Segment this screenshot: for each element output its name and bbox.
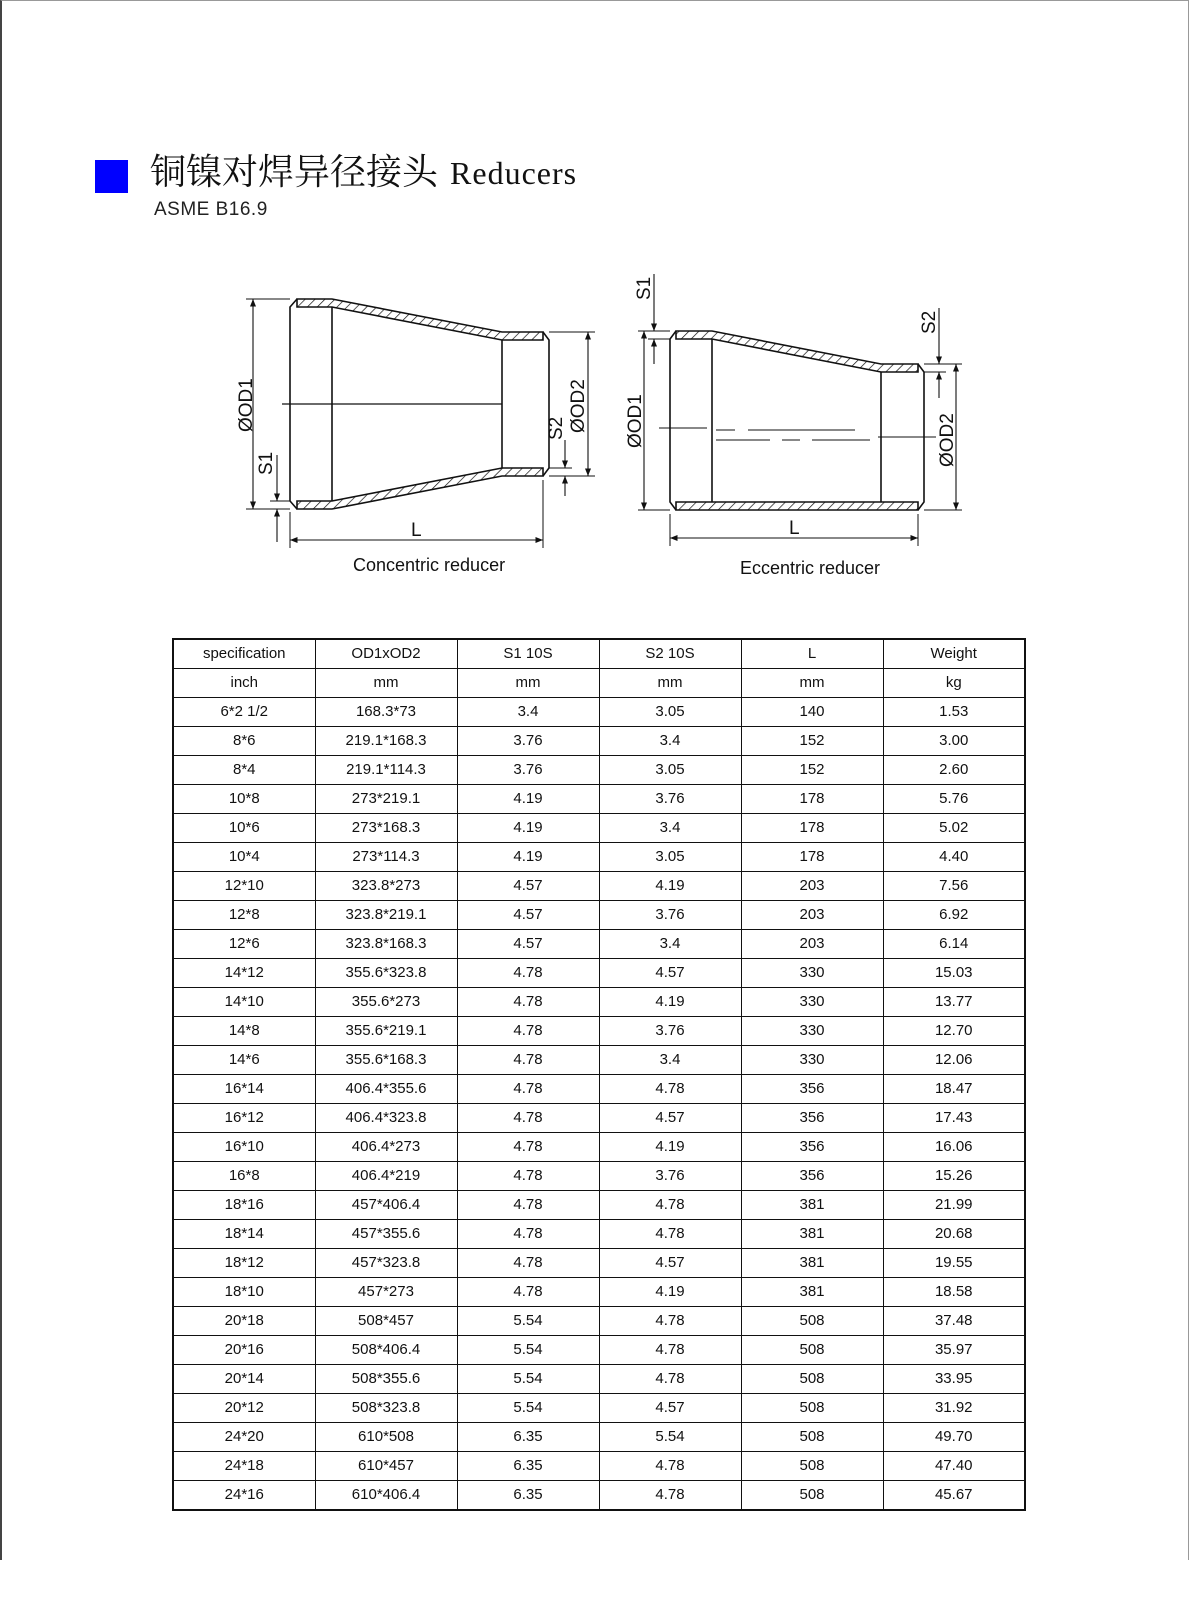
table-cell: 508 bbox=[741, 1365, 883, 1394]
table-cell: 457*355.6 bbox=[315, 1220, 457, 1249]
table-cell: 457*323.8 bbox=[315, 1249, 457, 1278]
table-cell: 18*16 bbox=[173, 1191, 315, 1220]
table-cell: 5.54 bbox=[599, 1423, 741, 1452]
table-cell: 3.76 bbox=[599, 1017, 741, 1046]
table-cell: 203 bbox=[741, 930, 883, 959]
table-cell: 3.05 bbox=[599, 756, 741, 785]
table-cell: 2.60 bbox=[883, 756, 1025, 785]
table-cell: 4.78 bbox=[457, 1046, 599, 1075]
table-cell: 6.35 bbox=[457, 1481, 599, 1511]
table-cell: 4.57 bbox=[457, 901, 599, 930]
table-cell: 323.8*168.3 bbox=[315, 930, 457, 959]
table-cell: 3.4 bbox=[599, 930, 741, 959]
table-row bbox=[173, 727, 1025, 756]
table-cell: 12*10 bbox=[173, 872, 315, 901]
table-cell: 20*14 bbox=[173, 1365, 315, 1394]
table-cell: 4.57 bbox=[457, 872, 599, 901]
table-cell: 356 bbox=[741, 1075, 883, 1104]
table-cell: 330 bbox=[741, 1046, 883, 1075]
table-cell: 323.8*219.1 bbox=[315, 901, 457, 930]
table-cell: 203 bbox=[741, 901, 883, 930]
table-cell: 178 bbox=[741, 843, 883, 872]
table-cell: 4.78 bbox=[599, 1191, 741, 1220]
table-cell: 508 bbox=[741, 1481, 883, 1511]
table-row bbox=[173, 1336, 1025, 1365]
table-cell: 6.35 bbox=[457, 1452, 599, 1481]
table-cell: 14*8 bbox=[173, 1017, 315, 1046]
header-cell: Weight bbox=[883, 639, 1025, 669]
table-cell: 6.35 bbox=[457, 1423, 599, 1452]
table-row bbox=[173, 1307, 1025, 1336]
table-cell: 17.43 bbox=[883, 1104, 1025, 1133]
table-cell: 5.54 bbox=[457, 1365, 599, 1394]
table-row bbox=[173, 1104, 1025, 1133]
table-cell: 37.48 bbox=[883, 1307, 1025, 1336]
table-cell: 4.19 bbox=[457, 843, 599, 872]
table-cell: 4.57 bbox=[599, 959, 741, 988]
table-cell: 3.05 bbox=[599, 843, 741, 872]
table-cell: 14*6 bbox=[173, 1046, 315, 1075]
table-cell: 10*8 bbox=[173, 785, 315, 814]
table-row bbox=[173, 1481, 1025, 1511]
table-cell: 4.78 bbox=[457, 1133, 599, 1162]
table-cell: 178 bbox=[741, 814, 883, 843]
table-cell: 6*2 1/2 bbox=[173, 698, 315, 727]
table-cell: 168.3*73 bbox=[315, 698, 457, 727]
table-cell: 4.78 bbox=[599, 1452, 741, 1481]
table-cell: 49.70 bbox=[883, 1423, 1025, 1452]
table-row bbox=[173, 698, 1025, 727]
table-row bbox=[173, 1423, 1025, 1452]
unit-cell: mm bbox=[741, 669, 883, 698]
table-cell: 610*508 bbox=[315, 1423, 457, 1452]
table-cell: 356 bbox=[741, 1162, 883, 1191]
concentric-od1-label: ØOD1 bbox=[236, 378, 257, 432]
table-cell: 7.56 bbox=[883, 872, 1025, 901]
table-cell: 1.53 bbox=[883, 698, 1025, 727]
table-row bbox=[173, 785, 1025, 814]
table-cell: 4.57 bbox=[599, 1394, 741, 1423]
table-cell: 10*4 bbox=[173, 843, 315, 872]
table-cell: 4.78 bbox=[457, 1191, 599, 1220]
table-cell: 18*12 bbox=[173, 1249, 315, 1278]
concentric-od2-label: ØOD2 bbox=[568, 379, 589, 433]
table-row bbox=[173, 1017, 1025, 1046]
table-cell: 45.67 bbox=[883, 1481, 1025, 1511]
table-cell: 508*323.8 bbox=[315, 1394, 457, 1423]
concentric-l-label: L bbox=[411, 520, 422, 541]
table-cell: 13.77 bbox=[883, 988, 1025, 1017]
standard-label: ASME B16.9 bbox=[154, 199, 268, 220]
concentric-reducer-drawing bbox=[246, 299, 595, 548]
header-cell: specification bbox=[173, 639, 315, 669]
table-cell: 12*8 bbox=[173, 901, 315, 930]
table-cell: 3.4 bbox=[599, 727, 741, 756]
table-cell: 4.19 bbox=[457, 814, 599, 843]
table-cell: 406.4*273 bbox=[315, 1133, 457, 1162]
table-row bbox=[173, 843, 1025, 872]
table-row bbox=[173, 959, 1025, 988]
table-cell: 4.19 bbox=[599, 872, 741, 901]
reducer-drawings bbox=[0, 0, 1191, 620]
table-cell: 178 bbox=[741, 785, 883, 814]
table-cell: 406.4*219 bbox=[315, 1162, 457, 1191]
table-cell: 3.76 bbox=[599, 901, 741, 930]
table-row bbox=[173, 1278, 1025, 1307]
table-cell: 20*18 bbox=[173, 1307, 315, 1336]
table-cell: 508 bbox=[741, 1307, 883, 1336]
header-cell: S2 10S bbox=[599, 639, 741, 669]
table-row bbox=[173, 1220, 1025, 1249]
table-cell: 18.58 bbox=[883, 1278, 1025, 1307]
concentric-s2-label: S2 bbox=[546, 416, 567, 440]
table-cell: 5.54 bbox=[457, 1307, 599, 1336]
table-cell: 152 bbox=[741, 756, 883, 785]
table-cell: 508 bbox=[741, 1452, 883, 1481]
table-cell: 3.76 bbox=[599, 785, 741, 814]
title-chinese: 铜镍对焊异径接头 bbox=[150, 152, 439, 193]
concentric-caption: Concentric reducer bbox=[353, 555, 506, 575]
table-cell: 4.19 bbox=[599, 1133, 741, 1162]
table-cell: 8*6 bbox=[173, 727, 315, 756]
table-cell: 35.97 bbox=[883, 1336, 1025, 1365]
table-row bbox=[173, 901, 1025, 930]
table-cell: 355.6*273 bbox=[315, 988, 457, 1017]
table-cell: 5.54 bbox=[457, 1394, 599, 1423]
table-cell: 4.19 bbox=[599, 988, 741, 1017]
eccentric-caption: Eccentric reducer bbox=[740, 558, 881, 578]
table-cell: 610*457 bbox=[315, 1452, 457, 1481]
table-row bbox=[173, 1394, 1025, 1423]
eccentric-l-label: L bbox=[789, 518, 800, 539]
table-cell: 152 bbox=[741, 727, 883, 756]
table-cell: 3.76 bbox=[599, 1162, 741, 1191]
concentric-s1-label: S1 bbox=[256, 451, 277, 475]
table-cell: 508*406.4 bbox=[315, 1336, 457, 1365]
table-row bbox=[173, 756, 1025, 785]
table-cell: 3.4 bbox=[599, 814, 741, 843]
table-row bbox=[173, 1365, 1025, 1394]
table-cell: 16*12 bbox=[173, 1104, 315, 1133]
table-row bbox=[173, 1452, 1025, 1481]
table-cell: 12.70 bbox=[883, 1017, 1025, 1046]
table-cell: 406.4*323.8 bbox=[315, 1104, 457, 1133]
table-cell: 355.6*219.1 bbox=[315, 1017, 457, 1046]
table-cell: 381 bbox=[741, 1249, 883, 1278]
unit-cell: mm bbox=[315, 669, 457, 698]
table-cell: 31.92 bbox=[883, 1394, 1025, 1423]
table-cell: 355.6*323.8 bbox=[315, 959, 457, 988]
table-cell: 330 bbox=[741, 988, 883, 1017]
table-cell: 457*273 bbox=[315, 1278, 457, 1307]
reducer-spec-table bbox=[172, 638, 1026, 1511]
table-cell: 381 bbox=[741, 1191, 883, 1220]
table-cell: 4.78 bbox=[599, 1336, 741, 1365]
table-cell: 12.06 bbox=[883, 1046, 1025, 1075]
table-cell: 24*18 bbox=[173, 1452, 315, 1481]
table-cell: 273*219.1 bbox=[315, 785, 457, 814]
table-cell: 20.68 bbox=[883, 1220, 1025, 1249]
table-cell: 355.6*168.3 bbox=[315, 1046, 457, 1075]
table-cell: 10*6 bbox=[173, 814, 315, 843]
header-cell: OD1xOD2 bbox=[315, 639, 457, 669]
table-cell: 356 bbox=[741, 1133, 883, 1162]
table-cell: 273*168.3 bbox=[315, 814, 457, 843]
table-cell: 457*406.4 bbox=[315, 1191, 457, 1220]
table-cell: 3.4 bbox=[599, 1046, 741, 1075]
table-cell: 219.1*114.3 bbox=[315, 756, 457, 785]
units-row bbox=[173, 669, 1025, 698]
table-cell: 14*12 bbox=[173, 959, 315, 988]
table-cell: 20*12 bbox=[173, 1394, 315, 1423]
table-cell: 24*20 bbox=[173, 1423, 315, 1452]
table-cell: 4.78 bbox=[457, 1278, 599, 1307]
table-cell: 47.40 bbox=[883, 1452, 1025, 1481]
header-cell: L bbox=[741, 639, 883, 669]
table-row bbox=[173, 988, 1025, 1017]
eccentric-reducer-drawing bbox=[638, 274, 962, 546]
table-cell: 508 bbox=[741, 1394, 883, 1423]
table-cell: 21.99 bbox=[883, 1191, 1025, 1220]
table-row bbox=[173, 1191, 1025, 1220]
table-cell: 4.78 bbox=[457, 1017, 599, 1046]
table-cell: 4.78 bbox=[599, 1220, 741, 1249]
table-cell: 18*14 bbox=[173, 1220, 315, 1249]
table-cell: 330 bbox=[741, 959, 883, 988]
table-cell: 4.78 bbox=[599, 1307, 741, 1336]
table-cell: 508 bbox=[741, 1336, 883, 1365]
table-cell: 19.55 bbox=[883, 1249, 1025, 1278]
table-cell: 508*457 bbox=[315, 1307, 457, 1336]
unit-cell: mm bbox=[599, 669, 741, 698]
table-cell: 16*8 bbox=[173, 1162, 315, 1191]
table-cell: 140 bbox=[741, 698, 883, 727]
table-cell: 4.78 bbox=[457, 1162, 599, 1191]
unit-cell: inch bbox=[173, 669, 315, 698]
table-cell: 4.57 bbox=[457, 930, 599, 959]
table-cell: 18.47 bbox=[883, 1075, 1025, 1104]
table-cell: 219.1*168.3 bbox=[315, 727, 457, 756]
table-cell: 5.54 bbox=[457, 1336, 599, 1365]
table-cell: 4.78 bbox=[599, 1075, 741, 1104]
table-cell: 5.02 bbox=[883, 814, 1025, 843]
table-cell: 356 bbox=[741, 1104, 883, 1133]
table-row bbox=[173, 1133, 1025, 1162]
eccentric-s1-label: S1 bbox=[634, 276, 655, 300]
table-cell: 3.76 bbox=[457, 727, 599, 756]
table-cell: 33.95 bbox=[883, 1365, 1025, 1394]
table-cell: 15.03 bbox=[883, 959, 1025, 988]
table-cell: 16*14 bbox=[173, 1075, 315, 1104]
table-row bbox=[173, 930, 1025, 959]
eccentric-od1-label: ØOD1 bbox=[625, 394, 646, 448]
table-cell: 15.26 bbox=[883, 1162, 1025, 1191]
table-cell: 4.78 bbox=[457, 1104, 599, 1133]
table-cell: 508 bbox=[741, 1423, 883, 1452]
eccentric-od2-label: ØOD2 bbox=[937, 413, 958, 467]
table-cell: 4.78 bbox=[599, 1481, 741, 1511]
table-cell: 8*4 bbox=[173, 756, 315, 785]
table-cell: 6.14 bbox=[883, 930, 1025, 959]
table-cell: 12*6 bbox=[173, 930, 315, 959]
table-cell: 381 bbox=[741, 1278, 883, 1307]
table-cell: 4.57 bbox=[599, 1249, 741, 1278]
table-row bbox=[173, 1046, 1025, 1075]
table-cell: 3.4 bbox=[457, 698, 599, 727]
table-cell: 16.06 bbox=[883, 1133, 1025, 1162]
table-cell: 508*355.6 bbox=[315, 1365, 457, 1394]
table-cell: 203 bbox=[741, 872, 883, 901]
unit-cell: kg bbox=[883, 669, 1025, 698]
table-cell: 4.78 bbox=[457, 1075, 599, 1104]
table-cell: 4.57 bbox=[599, 1104, 741, 1133]
header-row bbox=[173, 639, 1025, 669]
table-cell: 3.76 bbox=[457, 756, 599, 785]
title-english: Reducers bbox=[450, 155, 578, 191]
table-cell: 330 bbox=[741, 1017, 883, 1046]
table-cell: 4.78 bbox=[457, 959, 599, 988]
table-cell: 24*16 bbox=[173, 1481, 315, 1511]
table-cell: 4.78 bbox=[599, 1365, 741, 1394]
unit-cell: mm bbox=[457, 669, 599, 698]
table-cell: 6.92 bbox=[883, 901, 1025, 930]
table-row bbox=[173, 814, 1025, 843]
table-cell: 4.40 bbox=[883, 843, 1025, 872]
table-cell: 610*406.4 bbox=[315, 1481, 457, 1511]
table-cell: 20*16 bbox=[173, 1336, 315, 1365]
table-cell: 18*10 bbox=[173, 1278, 315, 1307]
header-cell: S1 10S bbox=[457, 639, 599, 669]
table-cell: 3.05 bbox=[599, 698, 741, 727]
table-cell: 4.19 bbox=[599, 1278, 741, 1307]
table-cell: 406.4*355.6 bbox=[315, 1075, 457, 1104]
table-cell: 4.19 bbox=[457, 785, 599, 814]
table-row bbox=[173, 1249, 1025, 1278]
table-cell: 4.78 bbox=[457, 988, 599, 1017]
table-cell: 4.78 bbox=[457, 1220, 599, 1249]
table-row bbox=[173, 872, 1025, 901]
table-cell: 381 bbox=[741, 1220, 883, 1249]
table-cell: 5.76 bbox=[883, 785, 1025, 814]
table-cell: 14*10 bbox=[173, 988, 315, 1017]
table-cell: 273*114.3 bbox=[315, 843, 457, 872]
table-row bbox=[173, 1162, 1025, 1191]
table-row bbox=[173, 1075, 1025, 1104]
eccentric-s2-label: S2 bbox=[919, 310, 940, 334]
table-cell: 4.78 bbox=[457, 1249, 599, 1278]
table-cell: 16*10 bbox=[173, 1133, 315, 1162]
table-cell: 3.00 bbox=[883, 727, 1025, 756]
table-cell: 323.8*273 bbox=[315, 872, 457, 901]
